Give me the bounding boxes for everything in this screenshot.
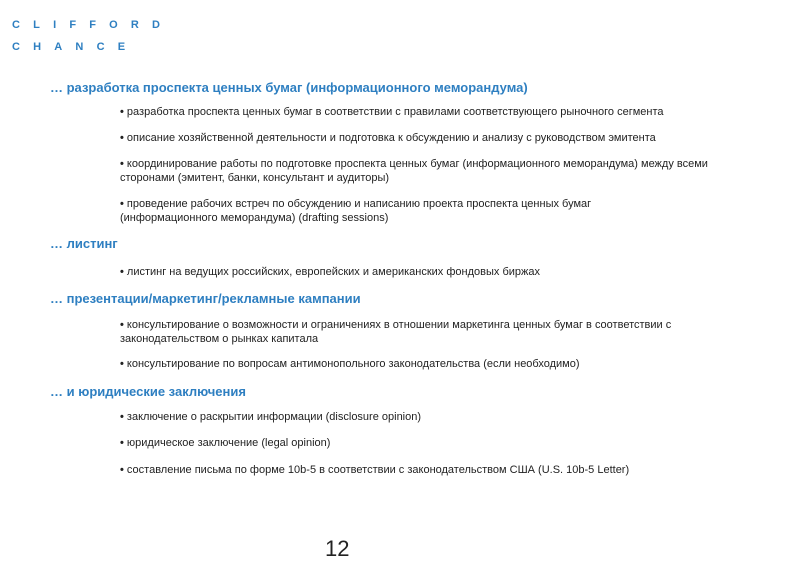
bullet-icon: • [120,106,127,118]
bullet-icon: • [120,266,127,278]
list-item: • описание хозяйственной деятельности и подготовка к обсуждению и анализу с руководством эмитента [120,132,656,144]
logo-line-1: CLIFFORD [12,19,174,31]
bullet-icon: • [120,319,127,331]
list-item: • координирование работы по подготовке проспекта ценных бумаг (информационного меморандума) между всеми сторонами (эмитент, банки, консультант и аудиторы) [120,158,708,184]
bullet-icon: • [120,358,127,370]
section-heading-legal-opinions: … и юридические заключения [50,384,246,399]
bullet-icon: • [120,198,127,210]
list-item: • заключение о раскрытии информации (disclosure opinion) [120,411,422,423]
bullet-icon: • [120,132,127,144]
section-heading-listing: … листинг [50,236,118,251]
bullet-icon: • [120,437,127,449]
clifford-chance-logo [12,14,173,58]
section-heading-prospectus: … разработка проспекта ценных бумаг (информационного меморандума) [50,80,528,95]
list-item: • консультирование по вопросам антимонопольного законодательства (если необходимо) [120,358,580,370]
bullet-icon: • [120,158,127,170]
list-item: • юридическое заключение (legal opinion) [120,437,331,449]
bullet-icon: • [120,464,127,476]
list-item: • составление письма по форме 10b-5 в соответствии с законодательством США (U.S. 10b-5 Letter) [120,464,630,476]
logo-line-2: CHANCE [12,41,139,53]
list-item: • консультирование о возможности и ограничениях в отношении маркетинга ценных бумаг в соответствии с законодательством о рынках капитала [120,319,672,345]
list-item: • проведение рабочих встреч по обсуждению и написанию проекта проспекта ценных бумаг (информационного меморандума) (drafting sessions) [120,198,592,224]
page-number: 12 [325,536,350,561]
list-item: • разработка проспекта ценных бумаг в соответствии с правилами соответствующего рыночного сегмента [120,106,664,118]
bullet-icon: • [120,411,127,423]
list-item: • листинг на ведущих российских, европейских и американских фондовых биржах [120,266,540,278]
section-heading-marketing: … презентации/маркетинг/рекламные кампании [50,291,361,306]
